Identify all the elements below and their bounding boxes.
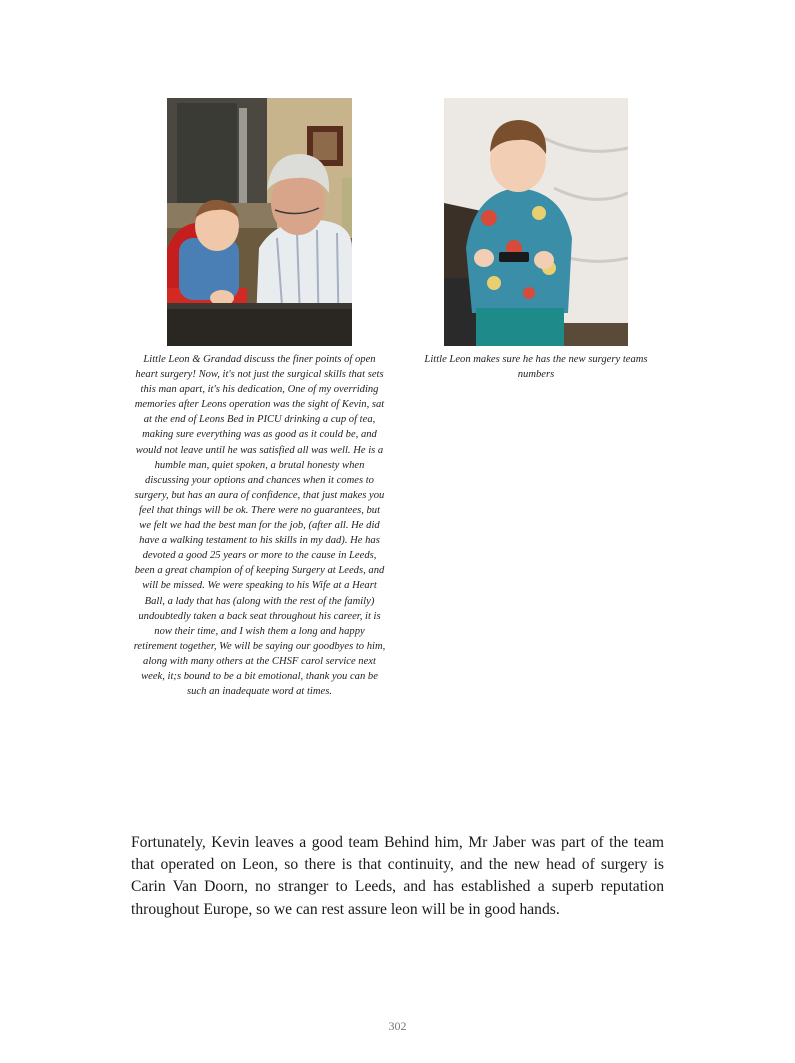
right-caption-text: Little Leon makes sure he has the new surgery teams numbers <box>424 354 648 381</box>
page-number: 302 <box>388 1019 407 1033</box>
right-photo-caption <box>412 352 660 382</box>
body-paragraph: Fortunately, Kevin leaves a good team Behind him, Mr Jaber was part of the team that operated on Leon, so there is that continuity, and the new head of surgery is Carin Van Doorn, no stranger to Leeds, and has established a superb reputation throughout Europe, so we can rest assure leon will be in good hands. <box>131 834 664 918</box>
left-caption-text: Little Leon & Grandad discuss the finer points of open heart surgery! Now, it's not just the surgical skills that sets this man apart, it's his dedication, One of my overriding memories after Leons operation was the sight of Kevin, sat at the end of Leons Bed in PICU drinking a cup of tea, making sure everything was as good as it could be, and would not leave until he was satisfied all was well. He is a humble man, quiet spoken, a brutal honesty when discussing your options and chances when it comes to surgery, but has an aura of confidence, that just makes you feel that things will be ok. There were no guarantees, but we felt we had the best man for the job, (after all. He did have a walking testament to his skills in my dad). He has devoted a good 25 years or more to the cause in Leeds, been a great champion of of keeping Surgery at Leeds, and will be missed. We were speaking to his Wife at a Heart Ball, a lady that has (along with the rest of the family) undoubtedly taken a back seat throughout his career, it is now their time, and I wish them a long and happy retirement together, We will be saying our goodbyes to him, along with many others at the CHSF carol service next week, it;s bound to be a bit emotional, thank you can be such an inadequate word at times. <box>133 354 386 698</box>
leon-with-phone-photo <box>444 98 628 346</box>
left-photo-caption <box>132 352 387 699</box>
leon-and-grandad-photo <box>167 98 352 346</box>
